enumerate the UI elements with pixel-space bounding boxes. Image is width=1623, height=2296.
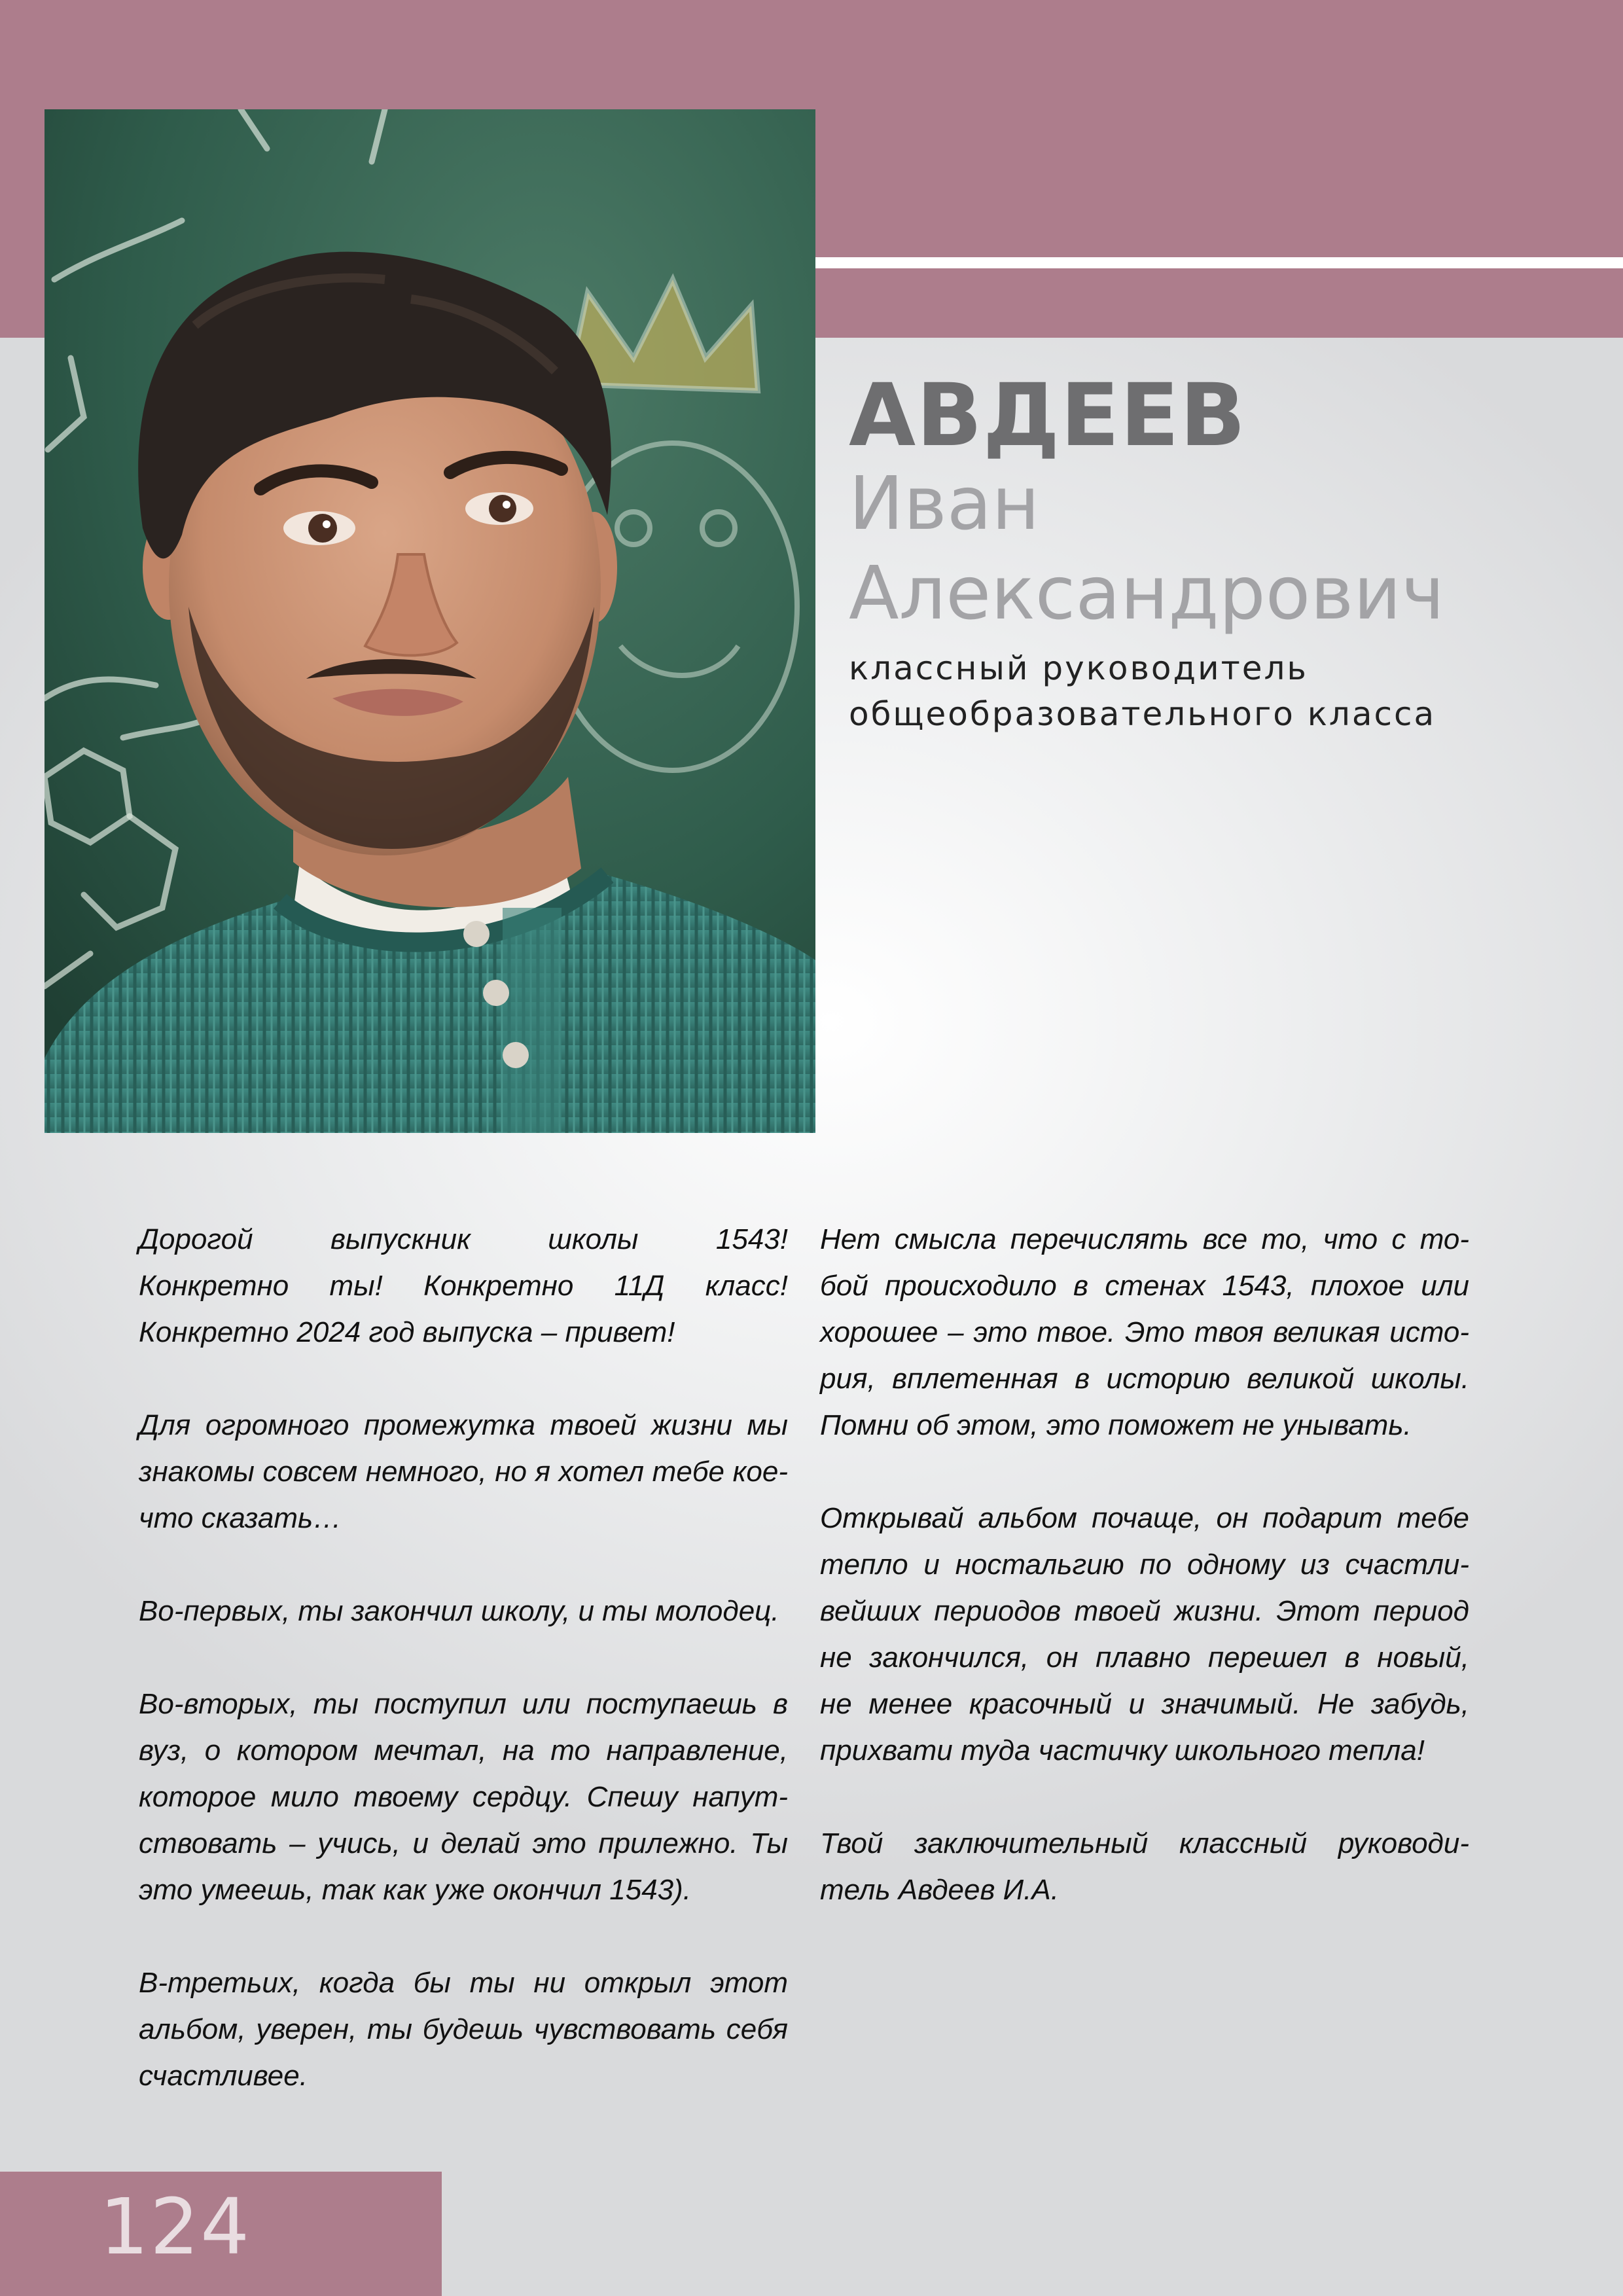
- letter-line: Помни об этом, это поможет не унывать.: [820, 1409, 1412, 1441]
- letter-line: не закончился, он плавно перешел в новый,: [820, 1641, 1469, 1674]
- letter-paragraph: [139, 1216, 788, 1355]
- paragraph-gap: [139, 1913, 788, 1960]
- letter-paragraph: [139, 1681, 788, 1913]
- letter-line: Открывай альбом почаще, он подарит тебе: [820, 1502, 1469, 1534]
- teacher-patronymic: Александрович: [849, 551, 1445, 636]
- teacher-surname: АВДЕЕВ: [849, 365, 1247, 466]
- letter-line: Конкретно ты! Конкретно 11Д класс!: [139, 1270, 788, 1302]
- letter-paragraph: [139, 1588, 788, 1634]
- letter-line: хорошее – это твое. Это твоя великая исто-: [820, 1316, 1469, 1348]
- paragraph-gap: [139, 1355, 788, 1402]
- letter-line: Конкретно 2024 год выпуска – привет!: [139, 1316, 675, 1348]
- letter-paragraph: [820, 1495, 1469, 1774]
- letter-line: что сказать…: [139, 1502, 342, 1534]
- letter-paragraph: [139, 1402, 788, 1541]
- letter-line: тепло и ностальгию по одному из счастли-: [820, 1549, 1469, 1581]
- paragraph-gap: [820, 1448, 1469, 1495]
- page-number: 124: [99, 2181, 251, 2272]
- letter-line: прихвати туда частичку школьного тепла!: [820, 1734, 1425, 1767]
- paragraph-gap: [139, 1541, 788, 1588]
- letter-line: счастливее.: [139, 2060, 308, 2092]
- teacher-portrait-photo: [45, 109, 815, 1133]
- letter-line: Дорогой выпускник школы 1543!: [139, 1223, 788, 1255]
- letter-line: Во-первых, ты закончил школу, и ты молодец.: [139, 1595, 779, 1627]
- letter-line: ствовать – учись, и делай это прилежно. Ты: [139, 1827, 788, 1859]
- letter-line: знакомы совсем немного, но я хотел тебе кое-: [139, 1456, 788, 1488]
- teacher-role-line-1: классный руководитель: [849, 649, 1308, 687]
- paragraph-gap: [139, 1634, 788, 1681]
- letter-right-column: [820, 1216, 1469, 1913]
- teacher-role-line-2: общеобразовательного класса: [849, 695, 1436, 733]
- letter-left-column: [139, 1216, 788, 2099]
- letter-line: вейших периодов твоей жизни. Этот период: [820, 1595, 1469, 1627]
- letter-line: бой происходило в стенах 1543, плохое или: [820, 1270, 1469, 1302]
- letter-line: альбом, уверен, ты будешь чувствовать себя: [139, 2013, 788, 2045]
- letter-line: В-третьих, когда бы ты ни открыл этот: [139, 1967, 788, 1999]
- letter-line: которое мило твоему сердцу. Спешу напут-: [139, 1781, 788, 1813]
- letter-line: Твой заключительный классный руководи-: [820, 1827, 1469, 1859]
- teacher-first-name: Иван: [849, 461, 1040, 547]
- top-white-rule: [815, 257, 1623, 268]
- paragraph-gap: [820, 1774, 1469, 1820]
- letter-paragraph: [139, 1960, 788, 2099]
- letter-line: тель Авдеев И.А.: [820, 1874, 1059, 1906]
- letter-line: вуз, о котором мечтал, на то направление,: [139, 1734, 788, 1767]
- letter-line: Во-вторых, ты поступил или поступаешь в: [139, 1688, 788, 1720]
- letter-line: Для огромного промежутка твоей жизни мы: [139, 1409, 788, 1441]
- letter-paragraph: [820, 1820, 1469, 1913]
- letter-line: Нет смысла перечислять все то, что с то-: [820, 1223, 1469, 1255]
- letter-line: рия, вплетенная в историю великой школы.: [820, 1363, 1469, 1395]
- letter-line: это умеешь, так как уже окончил 1543).: [139, 1874, 692, 1906]
- letter-paragraph: [820, 1216, 1469, 1448]
- letter-line: не менее красочный и значимый. Не забудь,: [820, 1688, 1469, 1720]
